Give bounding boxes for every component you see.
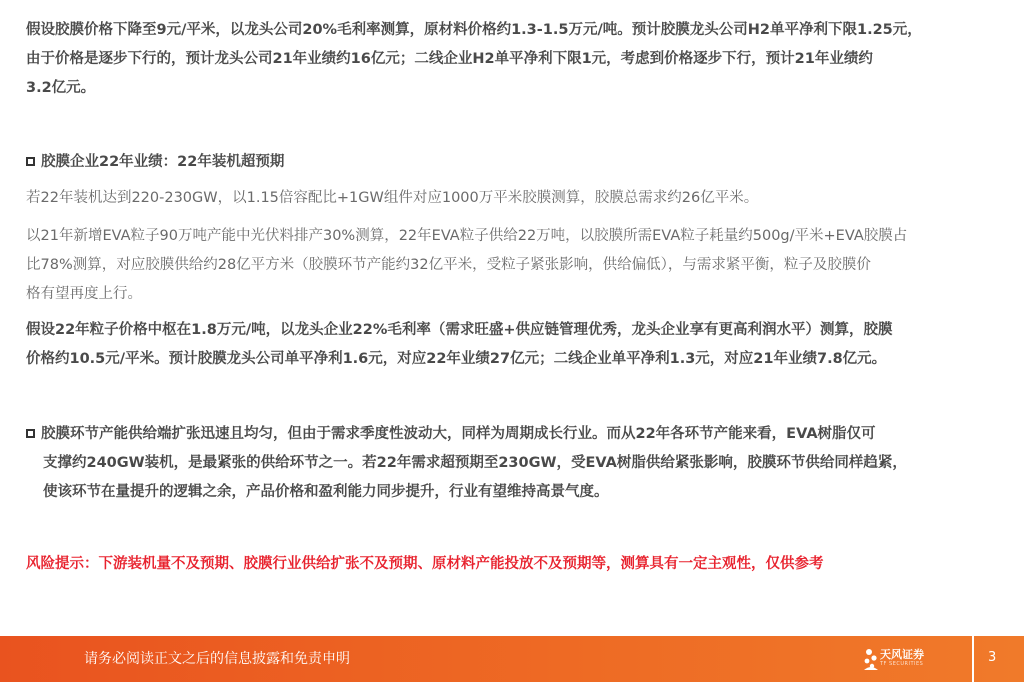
checkbox-bullet-icon bbox=[26, 157, 35, 166]
checkbox-bullet-icon bbox=[26, 429, 35, 438]
text-line: 由于价格是逐步下行的，预计龙头公司21年业绩约16亿元；二线企业H2单平净利下限1元，考虑到价格逐步下行，预计21年业绩约 bbox=[26, 51, 873, 67]
section-heading-text: 胶膜企业22年业绩：22年装机超预期 bbox=[41, 154, 285, 170]
footer-disclaimer: 请务必阅读正文之后的信息披露和免责申明 bbox=[84, 651, 350, 667]
footer-divider bbox=[972, 636, 974, 682]
section-capacity bbox=[26, 420, 966, 507]
paragraph-demand bbox=[26, 184, 976, 213]
risk-warning: 风险提示：下游装机量不及预期、胶膜行业供给扩张不及预期、原材料产能投放不及预期等，测算具有一定主观性，仅供参考 bbox=[26, 556, 824, 572]
page-number: 3 bbox=[988, 650, 997, 665]
text-line: 使该环节在量提升的逻辑之余，产品价格和盈利能力同步提升，行业有望维持高景气度。 bbox=[43, 484, 609, 500]
text-line: 胶膜环节产能供给端扩张迅速且均匀，但由于需求季度性波动大，同样为周期成长行业。而从22年各环节产能来看，EVA树脂仅可 bbox=[41, 426, 876, 442]
logo-text: 天风证券 bbox=[880, 648, 924, 661]
text-line: 比78%测算，对应胶膜供给约28亿平方米（胶膜环节产能约32亿平米，受粒子紧张影响，供给偏低），与需求紧平衡，粒子及胶膜价 bbox=[26, 257, 871, 273]
text-line: 以21年新增EVA粒子90万吨产能中光伏料排产30%测算，22年EVA粒子供给22万吨，以胶膜所需EVA粒子耗量约500g/平米+EVA胶膜占 bbox=[26, 228, 908, 244]
footer-bar bbox=[0, 636, 1024, 682]
text-line: 格有望再度上行。 bbox=[26, 286, 142, 302]
paragraph-22-forecast bbox=[26, 316, 976, 374]
text-line: 支撑约240GW装机，是最紧张的供给环节之一。若22年需求超预期至230GW，受EVA树脂供给紧张影响，胶膜环节供给同样趋紧， bbox=[43, 455, 907, 471]
text-line: 价格约10.5元/平米。预计胶膜龙头公司单平净利1.6元，对应22年业绩27亿元；二线企业单平净利1.3元，对应21年业绩7.8亿元。 bbox=[26, 351, 887, 367]
text-line: 3.2亿元。 bbox=[26, 80, 96, 96]
section-heading-22-performance bbox=[26, 148, 976, 177]
logo-subtext: TF SECURITIES bbox=[880, 661, 924, 667]
paragraph-supply bbox=[26, 222, 976, 309]
text-line: 假设22年粒子价格中枢在1.8万元/吨，以龙头企业22%毛利率（需求旺盛+供应链管理优秀，龙头企业享有更高利润水平）测算，胶膜 bbox=[26, 322, 893, 338]
paragraph-h2-forecast bbox=[26, 16, 976, 103]
text-line: 若22年装机达到220-230GW，以1.15倍容配比+1GW组件对应1000万平米胶膜测算，胶膜总需求约26亿平米。 bbox=[26, 190, 759, 206]
text-line: 假设胶膜价格下降至9元/平米，以龙头公司20%毛利率测算，原材料价格约1.3-1.5万元/吨。预计胶膜龙头公司H2单平净利下限1.25元， bbox=[26, 22, 922, 38]
